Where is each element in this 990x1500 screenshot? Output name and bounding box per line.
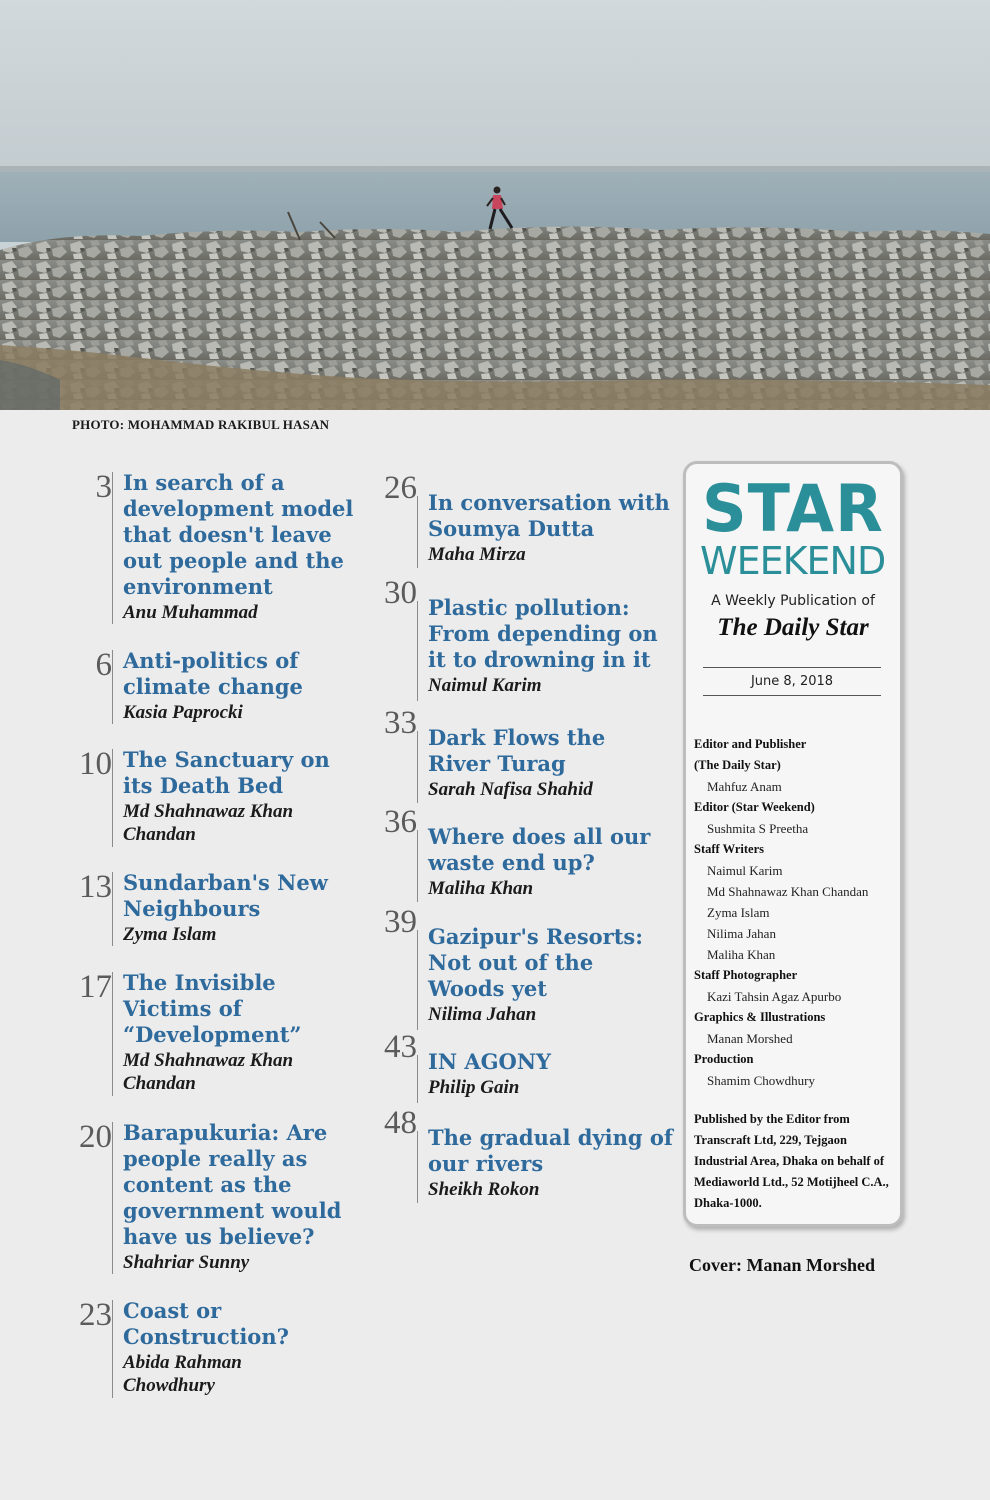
toc-author: Shahriar Sunny: [123, 1252, 250, 1273]
staff-person: Sushmita S Preetha: [707, 821, 809, 836]
toc-title[interactable]: IN AGONY: [428, 1049, 552, 1074]
toc-divider: [112, 972, 113, 1096]
staff-person: Naimul Karim: [707, 863, 783, 878]
staff-role: Staff Photographer: [694, 968, 798, 982]
staff-role: Editor (Star Weekend): [694, 800, 815, 814]
staff-role: (The Daily Star): [694, 758, 781, 772]
staff-person: Md Shahnawaz Khan Chandan: [707, 884, 869, 899]
toc-title[interactable]: The Invisible Victims of “Development”: [123, 970, 302, 1047]
toc-page-number: 36: [384, 804, 417, 840]
toc-title[interactable]: Where does all our waste end up?: [428, 824, 651, 875]
riverbank-photo: [0, 0, 990, 410]
photo-credit: PHOTO: MOHAMMAD RAKIBUL HASAN: [72, 417, 330, 432]
issue-date: June 8, 2018: [750, 674, 834, 689]
date-rule-bottom: [703, 695, 881, 696]
toc-title[interactable]: Plastic pollution: From depending on it to drowning in it: [428, 595, 658, 672]
masthead-box: [683, 461, 903, 1227]
toc-author: Abida Rahman Chowdhury: [123, 1352, 242, 1396]
toc-author: Md Shahnawaz Khan Chandan: [123, 1050, 294, 1094]
toc-divider: [112, 1300, 113, 1398]
toc-title[interactable]: Gazipur's Resorts: Not out of the Woods yet: [428, 924, 644, 1001]
toc-author: Md Shahnawaz Khan Chandan: [123, 801, 294, 845]
toc-title[interactable]: Barapukuria: Are people really as content as the government would have us believe?: [123, 1120, 342, 1249]
toc-divider: [112, 1122, 113, 1274]
staff-role: Production: [694, 1052, 754, 1066]
staff-person: Nilima Jahan: [707, 926, 776, 941]
toc-page-number: 23: [79, 1297, 112, 1333]
toc-author: Zyma Islam: [123, 924, 217, 945]
toc-title[interactable]: The Sanctuary on its Death Bed: [123, 747, 330, 798]
toc-divider: [417, 1131, 418, 1203]
toc-author: Sheikh Rokon: [428, 1179, 540, 1200]
toc-page-number: 48: [384, 1105, 417, 1141]
staff-person: Shamim Chowdhury: [707, 1073, 815, 1088]
toc-title[interactable]: In search of a development model that doesn't leave out people and the environment: [123, 470, 354, 599]
staff-person: Mahfuz Anam: [707, 779, 782, 794]
toc-page-number: 39: [384, 904, 417, 940]
toc-page-number: 43: [384, 1029, 417, 1065]
toc-author: Nilima Jahan: [428, 1004, 537, 1025]
staff-role: Graphics & Illustrations: [694, 1010, 826, 1024]
brand-star-logo: STAR: [702, 470, 884, 547]
staff-person: Zyma Islam: [707, 905, 770, 920]
toc-title[interactable]: The gradual dying of our rivers: [428, 1125, 673, 1176]
toc-author: Maliha Khan: [428, 878, 534, 899]
toc-page-number: 10: [79, 746, 112, 782]
staff-person: Maliha Khan: [707, 947, 776, 962]
toc-title[interactable]: Dark Flows the River Turag: [428, 725, 606, 776]
date-rule-top: [703, 667, 881, 668]
cover-credit: Cover: Manan Morshed: [689, 1255, 875, 1275]
brand-weekend-logo: WEEKEND: [700, 539, 886, 583]
hero-photo: [0, 0, 990, 410]
toc-title[interactable]: In conversation with Soumya Dutta: [428, 490, 670, 541]
toc-page-number: 17: [79, 969, 112, 1005]
toc-author: Kasia Paprocki: [123, 702, 243, 723]
toc-divider: [112, 749, 113, 847]
toc-page-number: 26: [384, 470, 417, 506]
toc-author: Sarah Nafisa Shahid: [428, 779, 593, 800]
toc-author: Anu Muhammad: [123, 602, 258, 623]
publisher-notice: Published by the Editor from Transcraft Ltd, 229, Tejgaon Industrial Area, Dhaka on behalf of Mediaworld Ltd., 52 Motijheel C.A., Dhaka-1000.: [694, 1112, 889, 1210]
toc-page-number: 3: [95, 469, 112, 505]
toc-divider: [417, 1055, 418, 1103]
toc-divider: [417, 496, 418, 568]
toc-title[interactable]: Anti-politics of climate change: [123, 648, 303, 699]
toc-author: Philip Gain: [428, 1077, 520, 1098]
toc-author: Maha Mirza: [428, 544, 526, 565]
staff-person: Manan Morshed: [707, 1031, 793, 1046]
staff-role: Editor and Publisher: [694, 737, 807, 751]
toc-title[interactable]: Coast or Construction?: [123, 1298, 289, 1349]
staff-person: Kazi Tahsin Agaz Apurbo: [707, 989, 842, 1004]
toc-divider: [112, 472, 113, 624]
toc-divider: [417, 830, 418, 902]
toc-page-number: 30: [384, 575, 417, 611]
toc-divider: [417, 601, 418, 701]
toc-author: Naimul Karim: [428, 675, 542, 696]
toc-title[interactable]: Sundarban's New Neighbours: [123, 870, 328, 921]
toc-page-number: 20: [79, 1119, 112, 1155]
toc-page-number: 13: [79, 869, 112, 905]
toc-divider: [417, 731, 418, 803]
toc-divider: [417, 930, 418, 1030]
toc-page-number: 6: [95, 647, 112, 683]
brand-subtitle: A Weekly Publication of: [711, 593, 875, 609]
staff-role: Staff Writers: [694, 842, 765, 856]
toc-divider: [112, 872, 113, 946]
toc-page-number: 33: [384, 705, 417, 741]
staff-list: [694, 734, 894, 1091]
toc-divider: [112, 650, 113, 724]
daily-star-logo: The Daily Star: [717, 614, 869, 641]
